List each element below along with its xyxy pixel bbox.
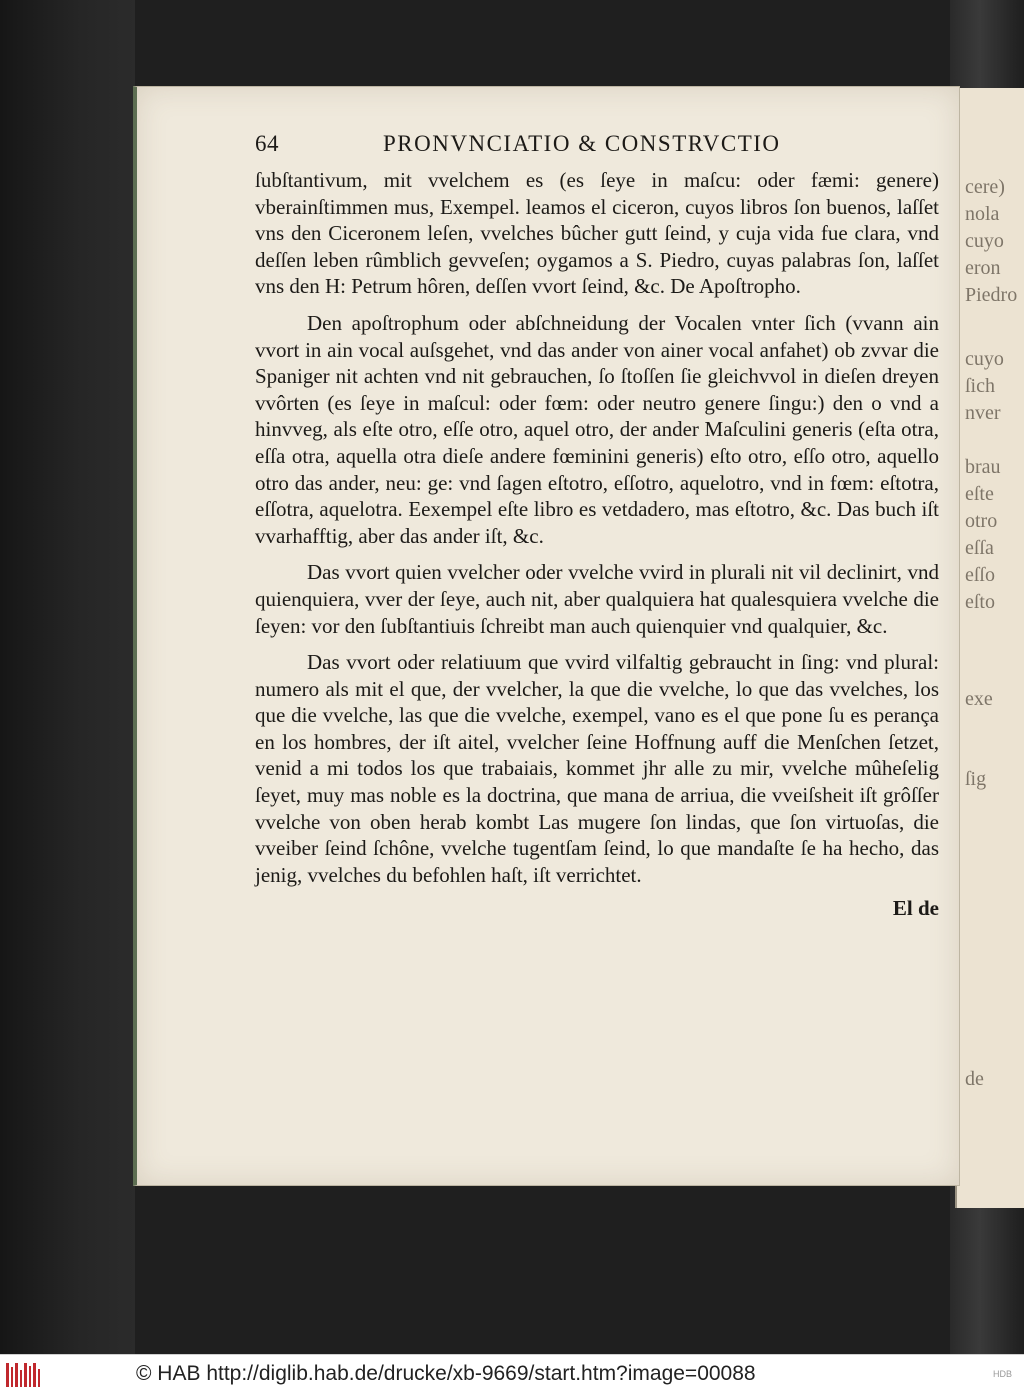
- facing-text: otro: [965, 510, 998, 532]
- facing-text: nver: [965, 402, 1001, 424]
- facing-text: eſſa: [965, 537, 994, 559]
- footer-bar: [0, 1354, 1024, 1395]
- paragraph: Das vvort quien vvelcher oder vvelche vvird in plurali nit vil declinirt, vnd quienquiera, vver der ſeye, auch nit, aber qualquiera hat qualesquiera vvelche die ſeyen: vor den ſubſtantiuis ſchreibt man auch quienquier vnd qualquier, &c.: [255, 560, 939, 638]
- facing-text: eron: [965, 257, 1001, 279]
- catchword-line: [255, 896, 939, 930]
- paragraph: Den apoſtrophum oder abſchneidung der Vocalen vnter ſich (vvann ain vvort in ain vocal auſsgehet, vnd das ander von ainer vocal anfahet) ob zvvar die Spaniger nit achten vnd nit gebrauchen, ſo ſtoſſen ſie gleichvvol in dieſen dreyen vvôrten (es ſeye in maſcul: oder fœm: oder neutro genere ſingu:) den o vnd a hinvveg, als eſte otro, eſſe otro, aquel otro, der ander Maſculini generis (eſta otra, eſſa otra, aquella otra dieſe andere fœminini generis) eſto otro, eſſo otro, aquello otro das ander, neu: ge: vnd ſagen eſtotro, eſſotro, aquelotro, vnd in fœm: eſtotra, eſſotra, aquelotra. Eexempel eſte libro es vetdadero, mas eſtotro, &c. Das buch iſt vvarhafftig, aber das ander iſt, &c.: [255, 310, 939, 548]
- facing-page-edge: [955, 88, 1024, 1208]
- facing-text: eſſo: [965, 564, 995, 586]
- book-page: [133, 86, 960, 1186]
- catchword: El de: [892, 896, 939, 921]
- scanner-background-left: [0, 0, 135, 1354]
- facing-text: eſte: [965, 483, 994, 505]
- footer-mark: HDB: [992, 1369, 1012, 1379]
- running-head: PRONVNCIATIO & CONSTRVCTIO: [383, 131, 781, 156]
- hab-barcode-logo-icon: [6, 1361, 44, 1389]
- facing-text: Piedro: [965, 284, 1018, 306]
- facing-text: brau: [965, 456, 1001, 478]
- facing-text: cuyo: [965, 230, 1004, 252]
- facing-text: ſich: [965, 375, 995, 397]
- paragraph: ſubſtantivum, mit vvelchem es (es ſeye in maſcu: oder fæmi: genere) vberainſtimmen mus, Exempel. leamos el ciceron, cuyos libros ſon buenos, laſſet vns den Ciceronem leſen, vvelches bûcher gutt ſeind, y cuja vida fue clara, vnd deſſen leben rûmblich gevveſen; oygamos a S. Piedro, cuyas palabras ſon, laſſet vns den H: Petrum hôren, deſſen vvort ſeind, &c. De Apoſtropho.: [255, 168, 939, 299]
- page-content: [255, 131, 939, 930]
- copyright-url: © HAB http://diglib.hab.de/drucke/xb-9669/start.htm?image=00088: [136, 1362, 756, 1385]
- paragraph: Das vvort oder relatiuum que vvird vilfaltig gebraucht in ſing: vnd plural: numero als mit el que, der vvelcher, la que die vvelche, lo que das vvelches, los que die vvelche, las que die vvelche, exempel, vano es el que pone ſu es perança en los hombres, der iſt aitel, vvelcher ſeine Hoffnung auff die Menſchen ſetzet, venid a mi todos los que trabaiais, kommet jhr alle zu mir, vvelche mûheſelig ſeyet, muy mas noble es la doctrina, que mana de arriua, die vveiſsheit iſt grôſſer vvelche von oben herab kombt Las mugere ſon lindas, que ſon virtuoſas, die vveiber ſeind ſchône, vvelche tugentſam ſeind, lo que mandaſte ſe ha hecho, das jenig, vvelches du befohlen haſt, iſt verrichtet.: [255, 650, 939, 887]
- facing-text: exe: [965, 688, 993, 710]
- facing-text: cuyo: [965, 348, 1004, 370]
- facing-text: ſig: [965, 768, 987, 790]
- facing-text: eſto: [965, 591, 995, 613]
- facing-text: de: [965, 1068, 984, 1090]
- facing-text: cere): [965, 176, 1005, 198]
- page-header: [255, 131, 939, 161]
- facing-text: nola: [965, 203, 1000, 225]
- page-number: 64: [255, 131, 279, 156]
